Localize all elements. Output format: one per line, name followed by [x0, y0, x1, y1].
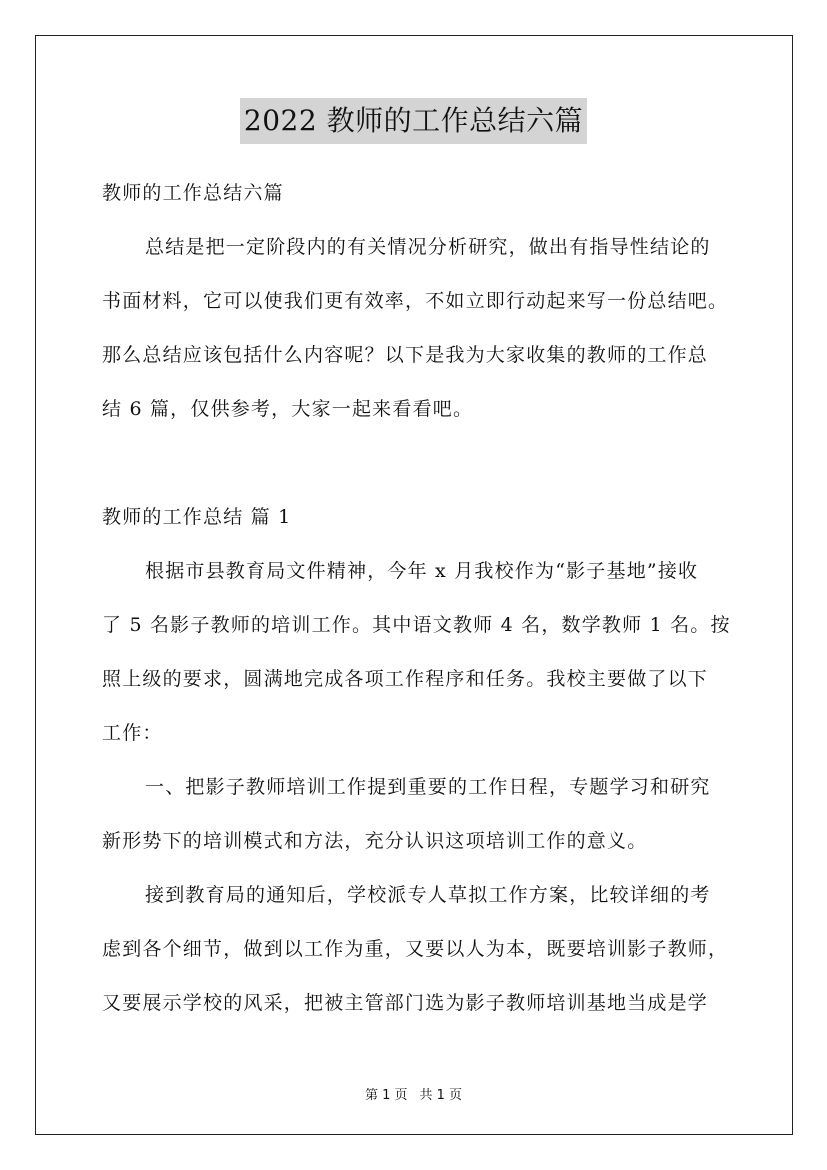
paragraph-gap — [102, 441, 728, 495]
page-number: 第 1 页 — [364, 1088, 408, 1103]
document-subtitle: 教师的工作总结六篇 — [102, 182, 284, 204]
intro-line: 那么总结应该包括什么内容呢？以下是我为大家收集的教师的工作总 — [102, 344, 709, 366]
page-footer — [0, 1084, 827, 1103]
section-line: 根据市县教育局文件精神，今年 x 月我校作为“影子基地”接收 — [145, 560, 699, 582]
body-line: 又要展示学校的风采，把被主管部门选为影子教师培训基地当成是学 — [102, 992, 709, 1014]
title-container — [0, 98, 827, 144]
intro-line: 总结是把一定阶段内的有关情况分析研究，做出有指导性结论的 — [145, 236, 711, 258]
section-line: 照上级的要求，圆满地完成各项工作程序和任务。我校主要做了以下 — [102, 668, 709, 690]
body-line: 接到教育局的通知后，学校派专人草拟工作方案，比较详细的考 — [145, 884, 711, 906]
point-line: 一、把影子教师培训工作提到重要的工作日程，专题学习和研究 — [145, 776, 711, 798]
document-title: 2022 教师的工作总结六篇 — [240, 98, 587, 144]
body-line: 虑到各个细节，做到以工作为重，又要以人为本，既要培训影子教师， — [102, 938, 729, 960]
document-body — [102, 171, 731, 1035]
page-total: 共 1 页 — [419, 1088, 463, 1103]
section-heading: 教师的工作总结 篇 1 — [102, 506, 292, 528]
section-line: 工作： — [102, 722, 163, 744]
point-line: 新形势下的培训模式和方法，充分认识这项培训工作的意义。 — [102, 830, 648, 852]
section-line: 了 5 名影子教师的培训工作。其中语文教师 4 名，数学教师 1 名。按 — [102, 614, 731, 636]
intro-line: 书面材料，它可以使我们更有效率，不如立即行动起来写一份总结吧。 — [102, 290, 729, 312]
intro-line: 结 6 篇，仅供参考，大家一起来看看吧。 — [102, 398, 474, 420]
